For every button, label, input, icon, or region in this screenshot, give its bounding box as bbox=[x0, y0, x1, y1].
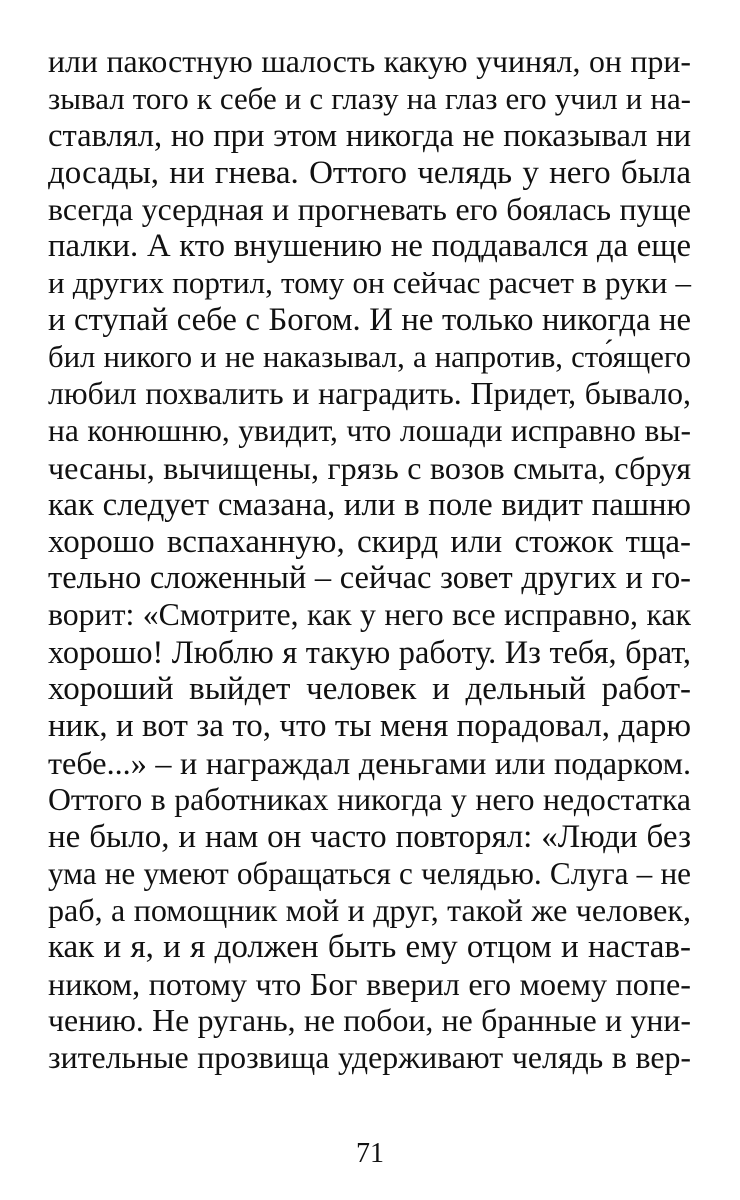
text-line: ума не умеют обращаться с челядью. Слуга – не bbox=[48, 855, 691, 891]
text-line: ником, потому что Бог вверил его моему попе- bbox=[48, 966, 691, 1003]
text-line: досады, ни гнева. Оттого челядь у него была bbox=[48, 154, 691, 191]
text-line: и ступай себе с Богом. И не только никогда не bbox=[48, 302, 691, 339]
text-line: зительные прозвища удерживают челядь в вер- bbox=[48, 1040, 691, 1076]
text-line: хорошо вспаханную, скирд или стожок тща- bbox=[48, 523, 691, 560]
text-line: Оттого в работниках никогда у него недостатка bbox=[48, 781, 691, 817]
text-line: хорошо! Люблю я такую работу. Из тебя, брат, bbox=[48, 634, 691, 671]
text-line: тельно сложенный – сейчас зовет других и го- bbox=[48, 560, 691, 597]
text-line: бил никого и не наказывал, а напротив, сто́ящего bbox=[48, 340, 691, 375]
text-line: и других портил, тому он сейчас расчет в руки – bbox=[48, 265, 691, 301]
text-line: не было, и нам он часто повторял: «Люди без bbox=[48, 818, 691, 855]
text-line: как и я, и я должен быть ему отцом и настав- bbox=[48, 929, 691, 966]
body-text bbox=[48, 44, 691, 1077]
text-line: палки. А кто внушению не поддавался да еще bbox=[48, 228, 691, 265]
text-line: как следует смазана, или в поле видит пашню bbox=[48, 486, 691, 523]
text-line: всегда усердная и прогневать его боялась пуще bbox=[48, 191, 691, 227]
text-line: или пакостную шалость какую учинял, он при- bbox=[48, 44, 691, 79]
text-line: зывал того к себе и с глазу на глаз его учил и на- bbox=[48, 80, 691, 116]
page-number: 71 bbox=[356, 1138, 384, 1169]
text-line: хороший выйдет человек и дельный работ- bbox=[48, 671, 691, 708]
text-line: любил похвалить и наградить. Придет, бывало, bbox=[48, 376, 691, 412]
text-line: тебе...» – и награждал деньгами или подарком. bbox=[48, 744, 691, 781]
text-line: чесаны, вычищены, грязь с возов смыта, сбруя bbox=[48, 449, 691, 486]
text-line: ворит: «Смотрите, как у него все исправно, как bbox=[48, 597, 691, 633]
text-line: на конюшню, увидит, что лошади исправно вы- bbox=[48, 412, 691, 448]
text-line: ник, и вот за то, что ты меня порадовал, дарю bbox=[48, 708, 691, 745]
text-line: раб, а помощник мой и друг, такой же человек, bbox=[48, 892, 691, 929]
text-line: чению. Не ругань, не побои, не бранные и уни- bbox=[48, 1003, 691, 1039]
text-line: ставлял, но при этом никогда не показывал ни bbox=[48, 117, 691, 154]
